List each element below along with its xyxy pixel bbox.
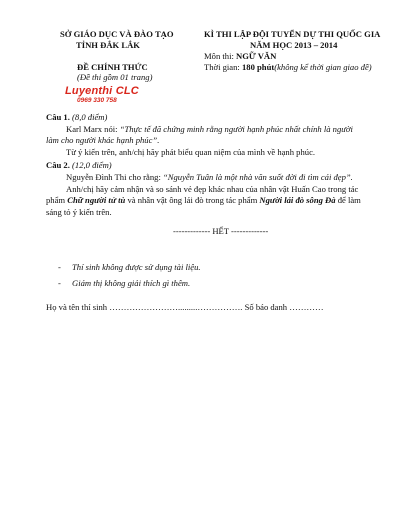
luyenthi-logo <box>65 85 139 104</box>
question1-quote-intro: Karl Marx nói: <box>66 124 120 134</box>
question2-heading <box>46 160 112 171</box>
note-item <box>58 278 190 289</box>
note-item <box>58 262 201 273</box>
question1-title: Câu 1. <box>46 112 73 122</box>
question2-quote-line <box>66 172 353 183</box>
note-bullet: - <box>58 278 61 288</box>
question2-task-line3: sáng tỏ ý kiến trên. <box>46 207 112 217</box>
question1-quote-part1: “Thực tế đã chứng minh rằng người hạnh phúc nhất chính là người <box>119 124 353 134</box>
question2-task-line1: Anh/chị hãy cảm nhận và so sánh vẻ đẹp khác nhau của nhân vật Huấn Cao trong tác <box>66 184 359 194</box>
question2-quote: “Nguyễn Tuân là một nhà văn suốt đời đi tìm cái đẹp”. <box>162 172 353 182</box>
official-label: ĐỀ CHÍNH THỨC <box>77 62 148 72</box>
question1-quote-line2: làm cho người khác hạnh phúc”. <box>46 135 160 145</box>
time-prefix: Thời gian: <box>204 62 242 72</box>
logo-text: Luyenthi CLC <box>65 85 139 97</box>
question2-points: (12,0 điểm) <box>72 160 112 170</box>
exam-title: KÌ THI LẬP ĐỘI TUYỂN DỰ THI QUỐC GIA <box>204 29 381 39</box>
candidate-info-line: Họ và tên thí sinh …………………….........……………. Số báo danh ………… <box>46 302 324 312</box>
time-line <box>204 62 372 73</box>
question2-task-text-a: phẩm <box>46 195 68 205</box>
question2-task-text-c: để làm <box>335 195 361 205</box>
school-year: NĂM HỌC 2013 – 2014 <box>250 40 338 50</box>
work-title-1: Chữ người tử tù <box>67 195 126 205</box>
page-count-note: (Đề thi gồm 01 trang) <box>77 72 153 82</box>
question1-heading <box>46 112 107 123</box>
question1-task: Từ ý kiến trên, anh/chị hãy phát biểu quan niệm của mình về hạnh phúc. <box>66 147 316 157</box>
department-name: SỞ GIÁO DỤC VÀ ĐÀO TẠO <box>60 29 174 39</box>
note-text: Thí sinh không được sử dụng tài liệu. <box>72 262 201 272</box>
question2-quote-intro: Nguyễn Đình Thi cho rằng: <box>66 172 163 182</box>
logo-phone: 0969 330 758 <box>77 97 117 104</box>
question2-title: Câu 2. <box>46 160 73 170</box>
question2-task-text-b: và nhân vật ông lái đò trong tác phẩm <box>125 195 260 205</box>
question2-task-line2 <box>46 195 361 206</box>
work-title-2: Người lái đò sông Đà <box>259 195 336 205</box>
subject-name: NGỮ VĂN <box>236 51 277 61</box>
time-value: 180 phút <box>241 62 275 72</box>
end-marker: ------------- HẾT ------------- <box>173 226 269 236</box>
subject-line <box>204 51 276 62</box>
subject-prefix: Môn thi: <box>204 51 236 61</box>
time-note: (không kể thời gian giao đề) <box>274 62 372 72</box>
province-name: TỈNH ĐẮK LẮK <box>76 40 140 50</box>
note-text: Giám thị không giải thích gì thêm. <box>72 278 191 288</box>
note-bullet: - <box>58 262 61 272</box>
question1-points: (8,0 điểm) <box>72 112 108 122</box>
question1-quote-line1 <box>66 124 353 135</box>
